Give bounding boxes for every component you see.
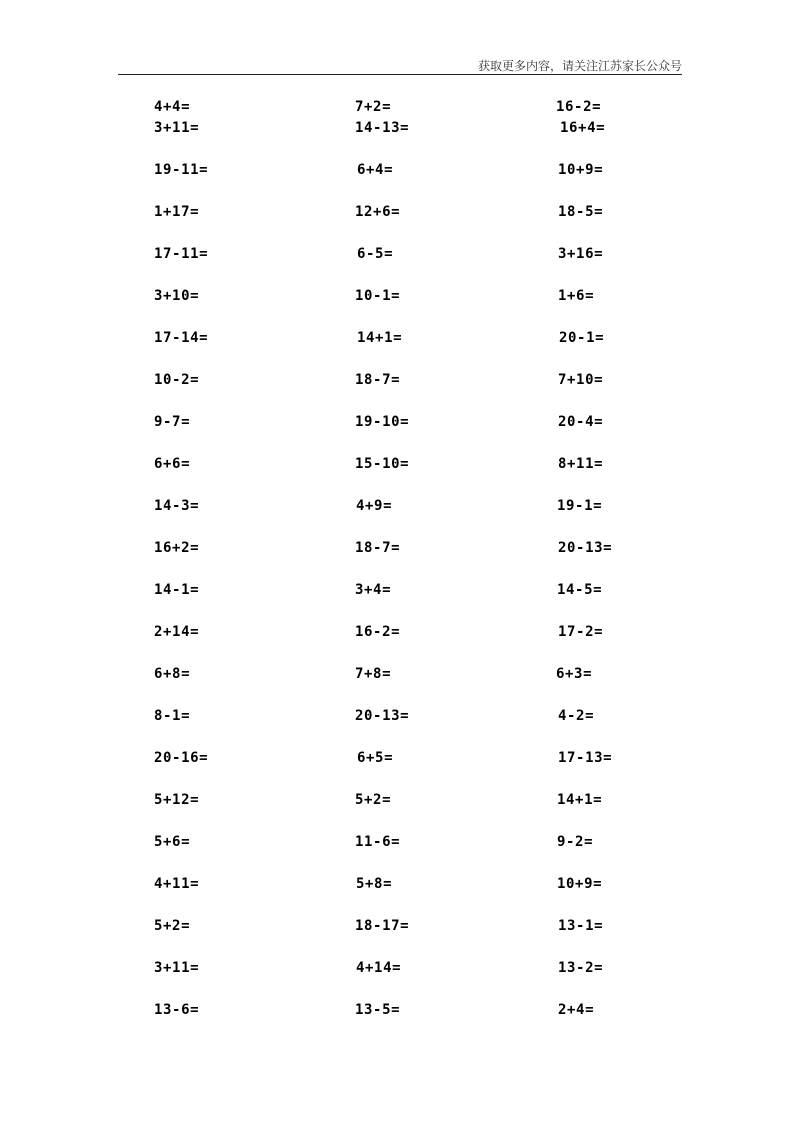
math-problem: 20-4= [558, 414, 604, 430]
math-problem: 3+11= [154, 120, 200, 136]
math-problem: 1+6= [558, 288, 595, 304]
math-problem: 19-11= [154, 162, 209, 178]
math-problem: 2+14= [154, 624, 200, 640]
math-problem: 11-6= [355, 834, 401, 850]
math-problem: 1+17= [154, 204, 200, 220]
math-problem: 6-5= [357, 246, 394, 262]
math-problem: 13-6= [154, 1002, 200, 1018]
math-problem: 4+14= [356, 960, 402, 976]
math-problem: 7+8= [355, 666, 392, 682]
math-problem: 16-2= [556, 99, 602, 115]
math-problem: 14+1= [357, 330, 403, 346]
math-problem: 17-11= [154, 246, 209, 262]
math-problem: 14-13= [355, 120, 410, 136]
math-problem: 5+2= [154, 918, 191, 934]
math-problem: 8+11= [558, 456, 604, 472]
math-problem: 19-1= [557, 498, 603, 514]
math-problem: 14-1= [154, 582, 200, 598]
math-problem: 18-5= [558, 204, 604, 220]
math-problem: 7+2= [355, 99, 392, 115]
math-problem: 13-1= [558, 918, 604, 934]
math-problem: 16+2= [154, 540, 200, 556]
math-problem: 17-2= [558, 624, 604, 640]
math-problem: 8-1= [154, 708, 191, 724]
math-problem: 15-10= [355, 456, 410, 472]
math-problem: 2+4= [558, 1002, 595, 1018]
math-problem: 6+6= [154, 456, 191, 472]
math-problem: 3+4= [355, 582, 392, 598]
math-problem: 14+1= [557, 792, 603, 808]
math-problem: 20-1= [559, 330, 605, 346]
math-problem: 4+4= [154, 99, 191, 115]
math-problem: 20-16= [154, 750, 209, 766]
math-problem: 10-2= [154, 372, 200, 388]
math-problem: 6+3= [556, 666, 593, 682]
math-problem: 5+2= [355, 792, 392, 808]
math-problem: 10+9= [557, 876, 603, 892]
math-problem: 18-17= [355, 918, 410, 934]
math-problem: 20-13= [558, 540, 613, 556]
math-problem: 13-5= [355, 1002, 401, 1018]
math-problem: 17-14= [154, 330, 209, 346]
math-problem: 18-7= [355, 372, 401, 388]
math-problem: 18-7= [355, 540, 401, 556]
math-problem: 4+11= [154, 876, 200, 892]
math-problem: 10-1= [355, 288, 401, 304]
math-problem: 4-2= [558, 708, 595, 724]
math-problem: 9-7= [154, 414, 191, 430]
math-problem: 13-2= [558, 960, 604, 976]
math-problem: 3+10= [154, 288, 200, 304]
math-problem: 14-5= [557, 582, 603, 598]
math-problem: 16+4= [560, 120, 606, 136]
math-problem: 4+9= [356, 498, 393, 514]
math-problem: 19-10= [355, 414, 410, 430]
math-problem: 6+5= [357, 750, 394, 766]
math-problem: 5+12= [154, 792, 200, 808]
math-problem: 3+16= [558, 246, 604, 262]
math-problem: 16-2= [355, 624, 401, 640]
math-problem: 7+10= [558, 372, 604, 388]
math-problem: 9-2= [557, 834, 594, 850]
math-problem: 5+6= [154, 834, 191, 850]
math-problem: 17-13= [558, 750, 613, 766]
math-problem: 10+9= [558, 162, 604, 178]
header-text: 获取更多内容，请关注江苏家长公众号 [477, 59, 682, 73]
math-problem: 12+6= [355, 204, 401, 220]
math-problem: 14-3= [154, 498, 200, 514]
math-problem: 3+11= [154, 960, 200, 976]
math-problem: 6+8= [154, 666, 191, 682]
math-problem: 6+4= [357, 162, 394, 178]
math-problem: 5+8= [356, 876, 393, 892]
math-problem: 20-13= [355, 708, 410, 724]
